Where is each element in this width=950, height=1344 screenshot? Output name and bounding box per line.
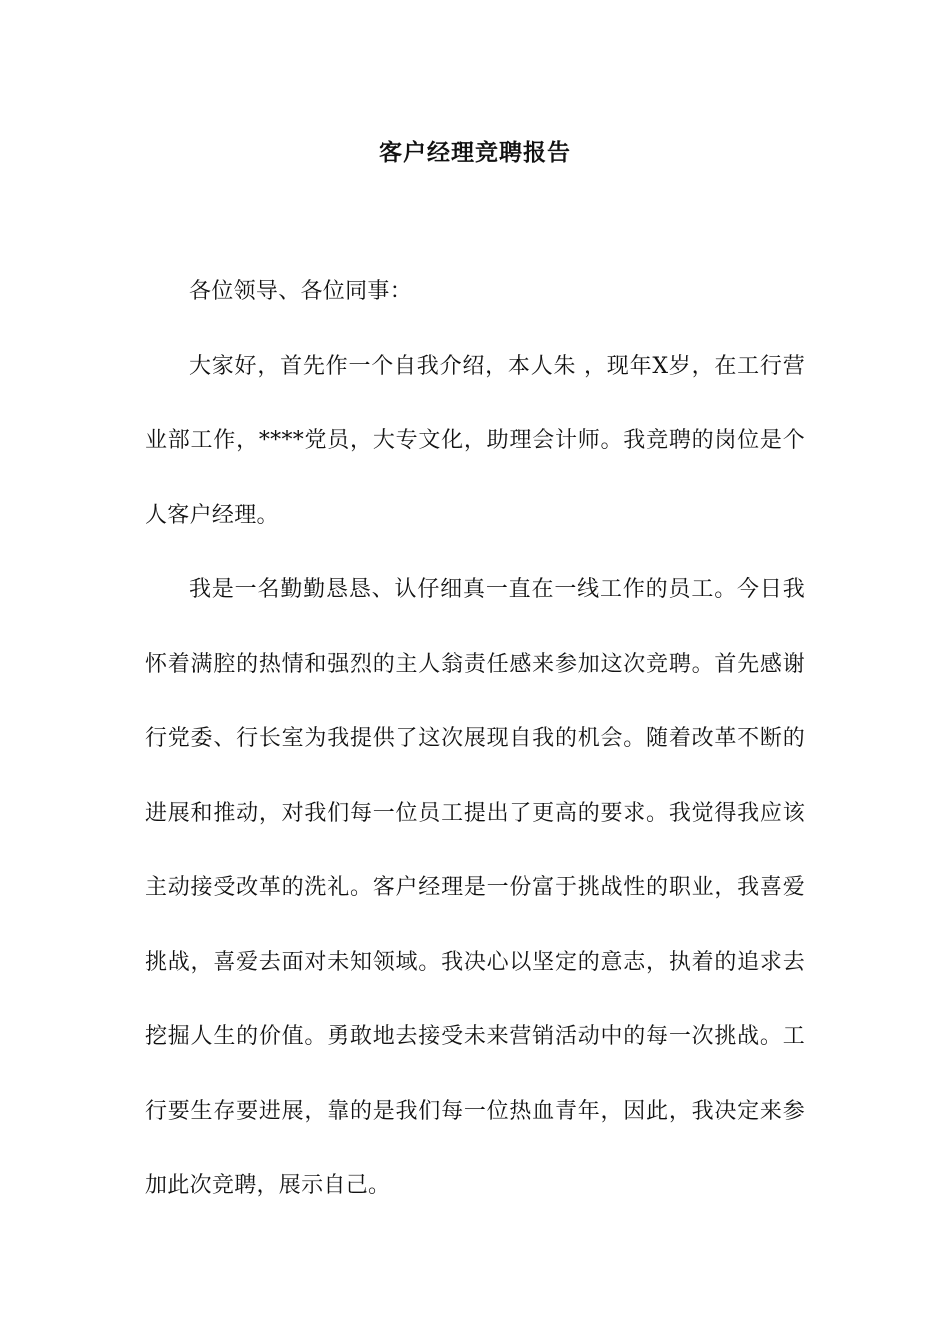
paragraph-salutation: 各位领导、各位同事：: [189, 279, 413, 304]
paragraph-motivation: 我是一名勤勤恳恳、认仔细真一直在一线工作的员工。今日我怀着满腔的热情和强烈的主人翁责任感来参加这次竞聘。首先感谢行党委、行长室为我提供了这次展现自我的机会。随着改革不断的进展和推动，对我们每一位员工提出了更高的要求。我觉得我应该主动接受改革的洗礼。客户经理是一份富于挑战性的职业，我喜爱挑战，喜爱去面对未知领域。我决心以坚定的意志，执着的追求去挖掘人生的价值。勇敢地去接受未来营销活动中的每一次挑战。工行要生存要进展，靠的是我们每一位热血青年，因此，我决定来参加此次竞聘，展示自己。: [145, 577, 805, 1198]
paragraph-introduction: 大家好，首先作一个自我介绍，本人朱 ，现年X岁，在工行营业部工作，****党员，大专文化，助理会计师。我竞聘的岗位是个人客户经理。: [145, 353, 805, 528]
document-body: [145, 255, 805, 1224]
document-title: 客户经理竞聘报告: [379, 139, 571, 166]
